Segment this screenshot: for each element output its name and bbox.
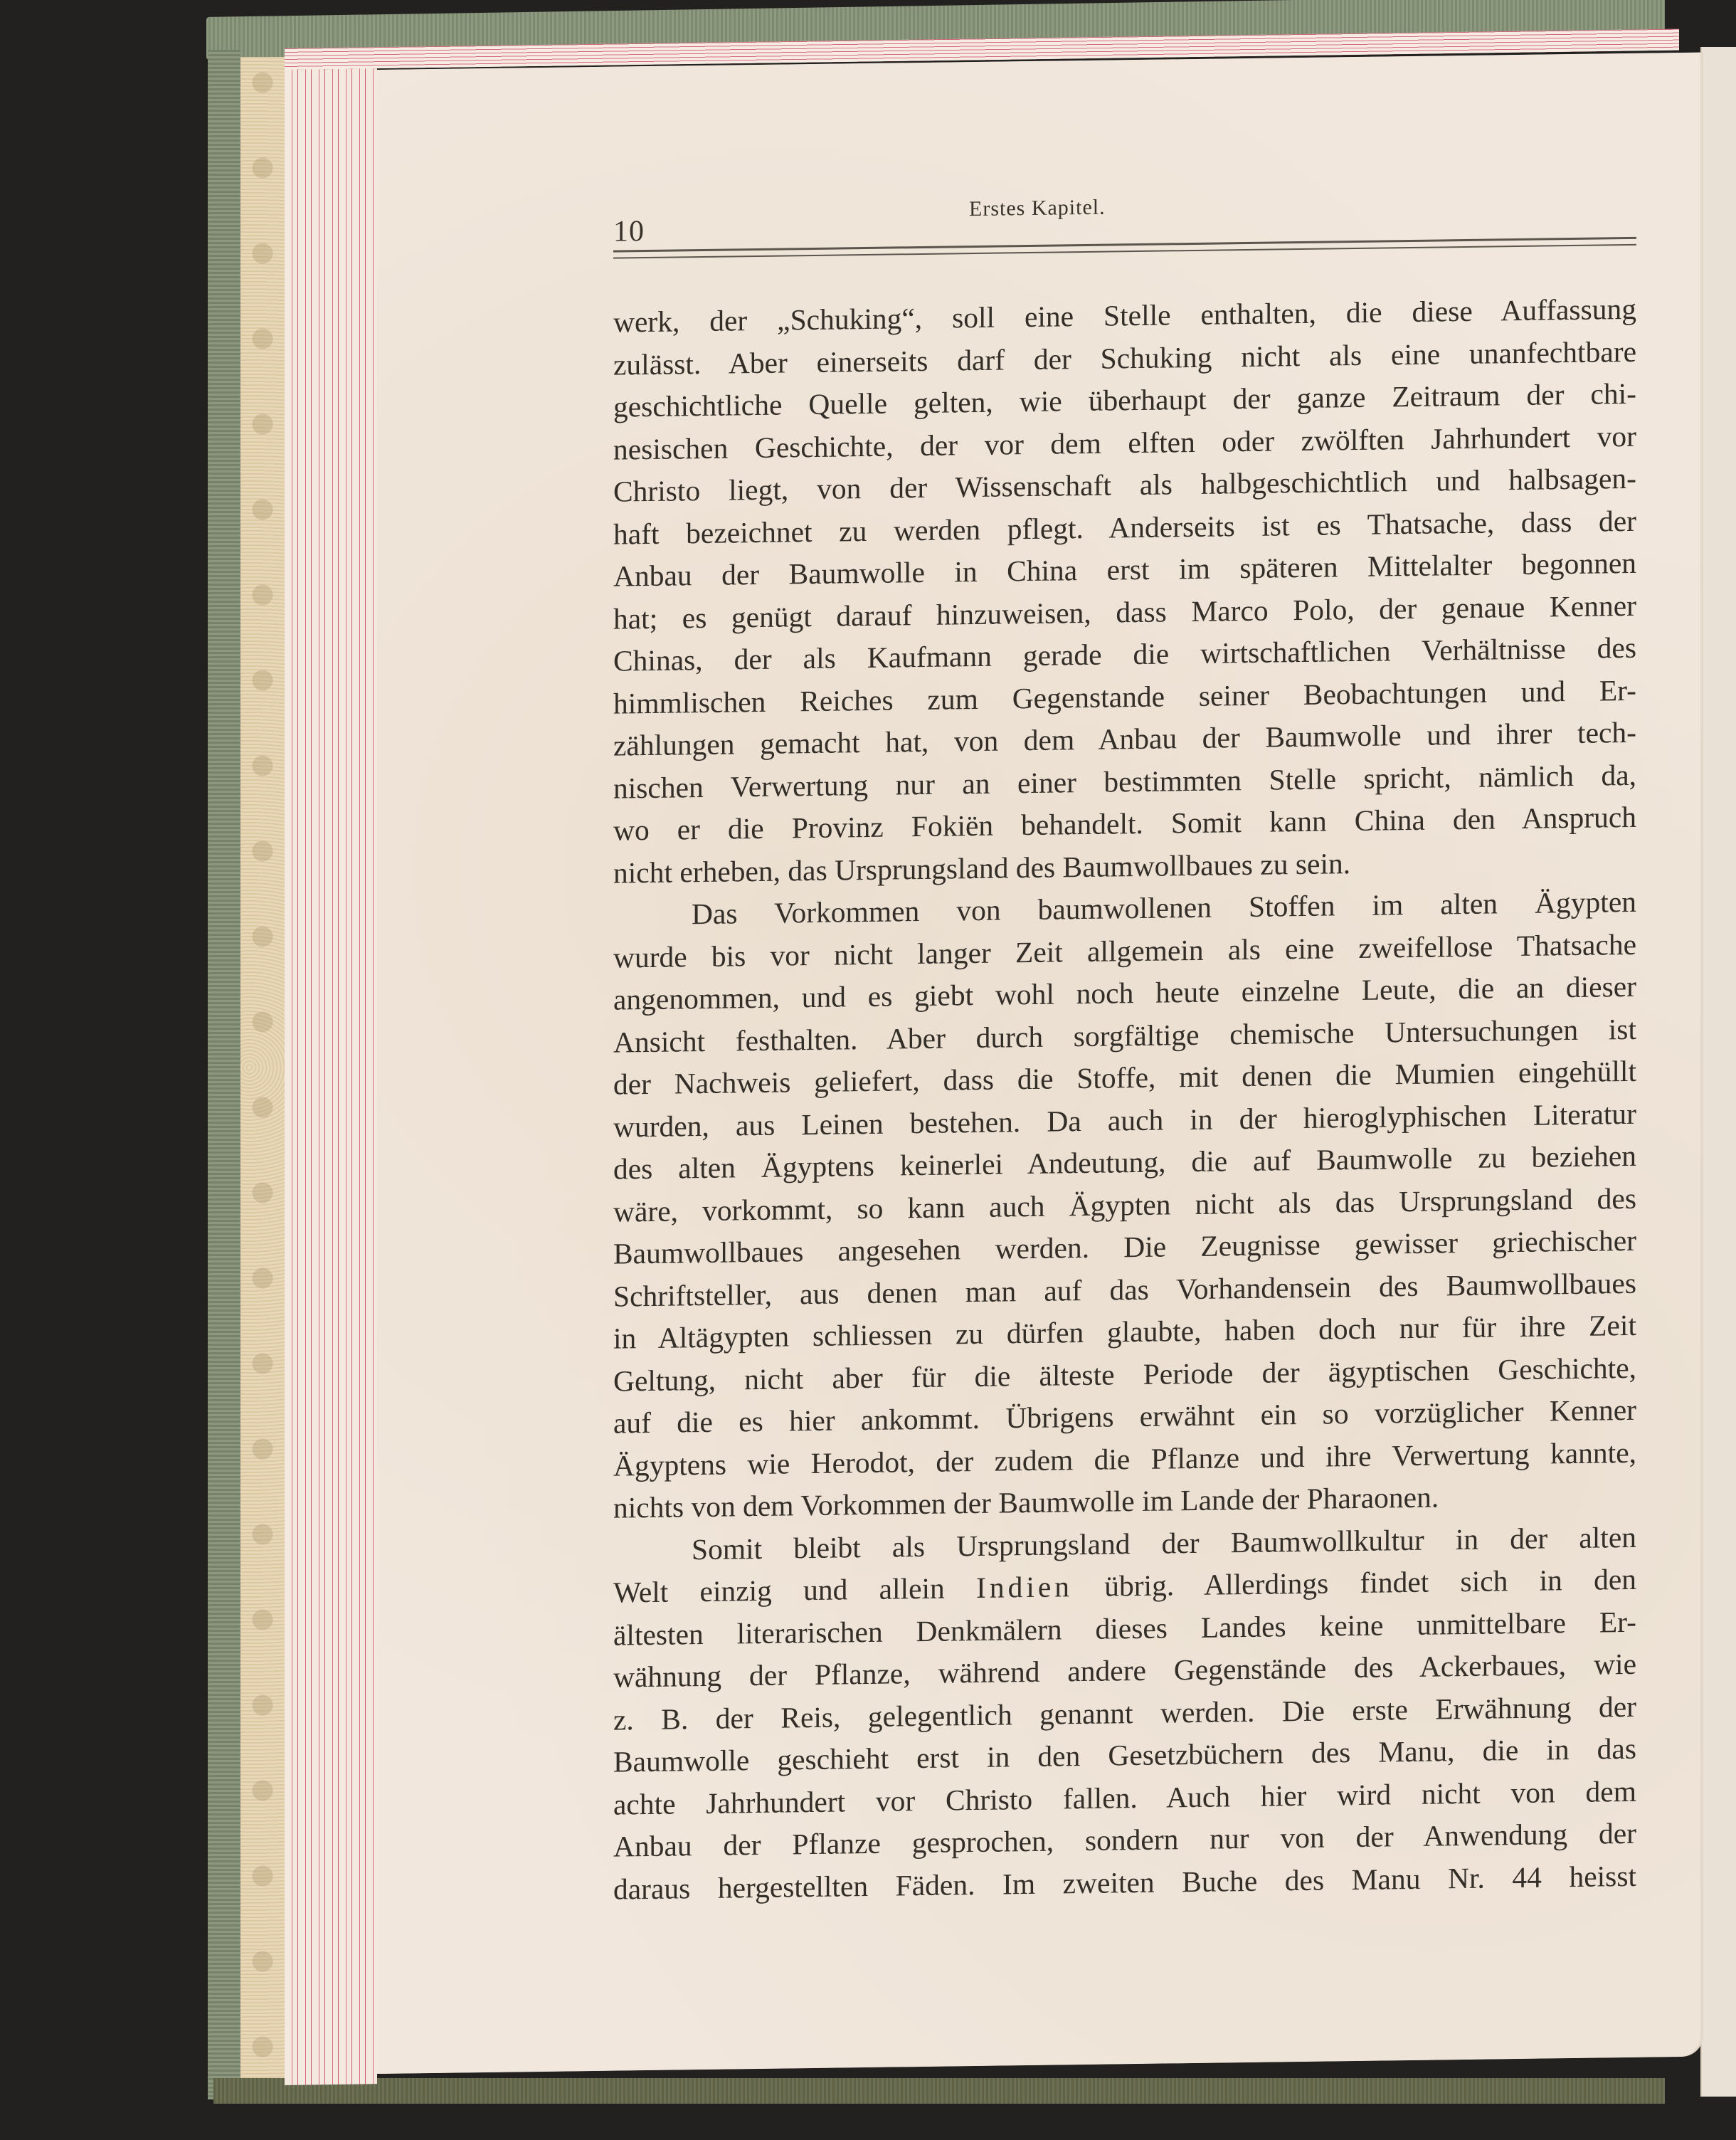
text-line: Schriftsteller, aus denen man auf das Vorhandensein des Baumwollbaues (613, 1266, 1636, 1313)
facing-page-edge (1700, 47, 1736, 2097)
text-line: hat; es genügt darauf hinzuweisen, dass Marco Polo, der genaue Kenner (613, 589, 1636, 636)
text-line: zählungen gemacht hat, von dem Anbau der Baumwolle und ihrer tech- (613, 715, 1636, 762)
text-segment: übrig. Allerdings findet sich in den (1073, 1562, 1637, 1603)
text-line: ältesten literarischen Denkmälern dieses Landes keine unmittelbare Er- (613, 1605, 1636, 1652)
text-line: wurde bis vor nicht langer Zeit allgemein als eine zweifellose Thatsache (613, 927, 1636, 974)
paragraph-end-line: nicht erheben, das Ursprungsland des Baumwollbaues zu sein. (613, 846, 1351, 890)
book-cover-bottom-edge (213, 2078, 1665, 2104)
text-line: des alten Ägyptens keinerlei Andeutung, die auf Baumwolle zu beziehen (613, 1139, 1636, 1186)
text-line: Baumwollbaues angesehen werden. Die Zeugnisse gewisser griechischer (613, 1223, 1636, 1270)
text-line: wo er die Provinz Fokiën behandelt. Somit kann China den Anspruch (613, 800, 1636, 847)
text-line: daraus hergestellten Fäden. Im zweiten Buche des Manu Nr. 44 heisst (613, 1859, 1636, 1906)
text-line: nischen Verwertung nur an einer bestimmten Stelle spricht, nämlich da, (613, 758, 1636, 805)
text-line: haft bezeichnet zu werden pflegt. Anderseits ist es Thatsache, dass der (613, 504, 1636, 551)
book-cover-spine-edge (208, 50, 240, 2099)
emphasized-word: Indien (976, 1570, 1074, 1604)
text-line: nesischen Geschichte, der vor dem elften oder zwölften Jahrhundert vor (613, 419, 1636, 466)
paragraph-start-line: Somit bleibt als Ursprungsland der Baumwollkultur in der alten (692, 1520, 1636, 1566)
running-head: Erstes Kapitel. (969, 195, 1106, 221)
text-line: in Altägypten schliessen zu dürfen glaubte, haben doch nur für ihre Zeit (613, 1308, 1636, 1355)
page-number: 10 (613, 215, 645, 248)
text-line: werk, der „Schuking“, soll eine Stelle enthalten, die diese Auffassung (613, 292, 1636, 339)
decorative-endpaper (240, 57, 287, 2078)
text-segment: Welt einzig und allein (613, 1571, 976, 1609)
paragraph-start-line: Das Vorkommen von baumwollenen Stoffen im alten Ägypten (692, 885, 1636, 931)
text-line: geschichtliche Quelle gelten, wie überhaupt der ganze Zeitraum der chi- (613, 376, 1636, 423)
text-line: Ägyptens wie Herodot, der zudem die Pflanze und ihre Verwertung kannte, (613, 1435, 1636, 1482)
paragraph-end-line: nichts von dem Vorkommen der Baumwolle im Lande der Pharaonen. (613, 1480, 1439, 1524)
text-line: Anbau der Pflanze gesprochen, sondern nur von der Anwendung der (613, 1816, 1636, 1863)
text-line: Geltung, nicht aber für die älteste Periode der ägyptischen Geschichte, (613, 1351, 1636, 1398)
text-line: Chinas, der als Kaufmann gerade die wirtschaftlichen Verhältnisse des (613, 631, 1636, 678)
text-line: wähnung der Pflanze, während andere Gegenstände des Ackerbaues, wie (613, 1647, 1636, 1694)
text-line: z. B. der Reis, gelegentlich genannt werden. Die erste Erwähnung der (613, 1690, 1636, 1736)
text-line: Baumwolle geschieht erst in den Gesetzbüchern des Manu, die in das (613, 1731, 1636, 1778)
book-page (377, 53, 1700, 2074)
text-line: Anbau der Baumwolle in China erst im späteren Mittelalter begonnen (613, 546, 1636, 593)
text-line: Ansicht festhalten. Aber durch sorgfältige chemische Untersuchungen ist (613, 1012, 1636, 1059)
text-line: himmlischen Reiches zum Gegenstande seiner Beobachtungen und Er- (613, 673, 1636, 720)
text-line: angenommen, und es giebt wohl noch heute einzelne Leute, die an dieser (613, 969, 1636, 1016)
page-stack-red-edges (285, 48, 377, 2085)
text-line: Christo liegt, von der Wissenschaft als halbgeschichtlich und halbsagen- (613, 461, 1636, 508)
text-line: wurden, aus Leinen bestehen. Da auch in der hieroglyphischen Literatur (613, 1097, 1636, 1144)
text-line: auf die es hier ankommt. Übrigens erwähnt ein so vorzüglicher Kenner (613, 1393, 1636, 1440)
body-text (613, 288, 1636, 1911)
text-line: wäre, vorkommt, so kann auch Ägypten nicht als das Ursprungsland des (613, 1181, 1636, 1228)
text-line: der Nachweis geliefert, dass die Stoffe, mit denen die Mumien eingehüllt (613, 1054, 1636, 1101)
text-line: zulässt. Aber einerseits darf der Schuking nicht als eine unanfechtbare (613, 334, 1636, 381)
text-line: achte Jahrhundert vor Christo fallen. Auch hier wird nicht von dem (613, 1774, 1636, 1821)
